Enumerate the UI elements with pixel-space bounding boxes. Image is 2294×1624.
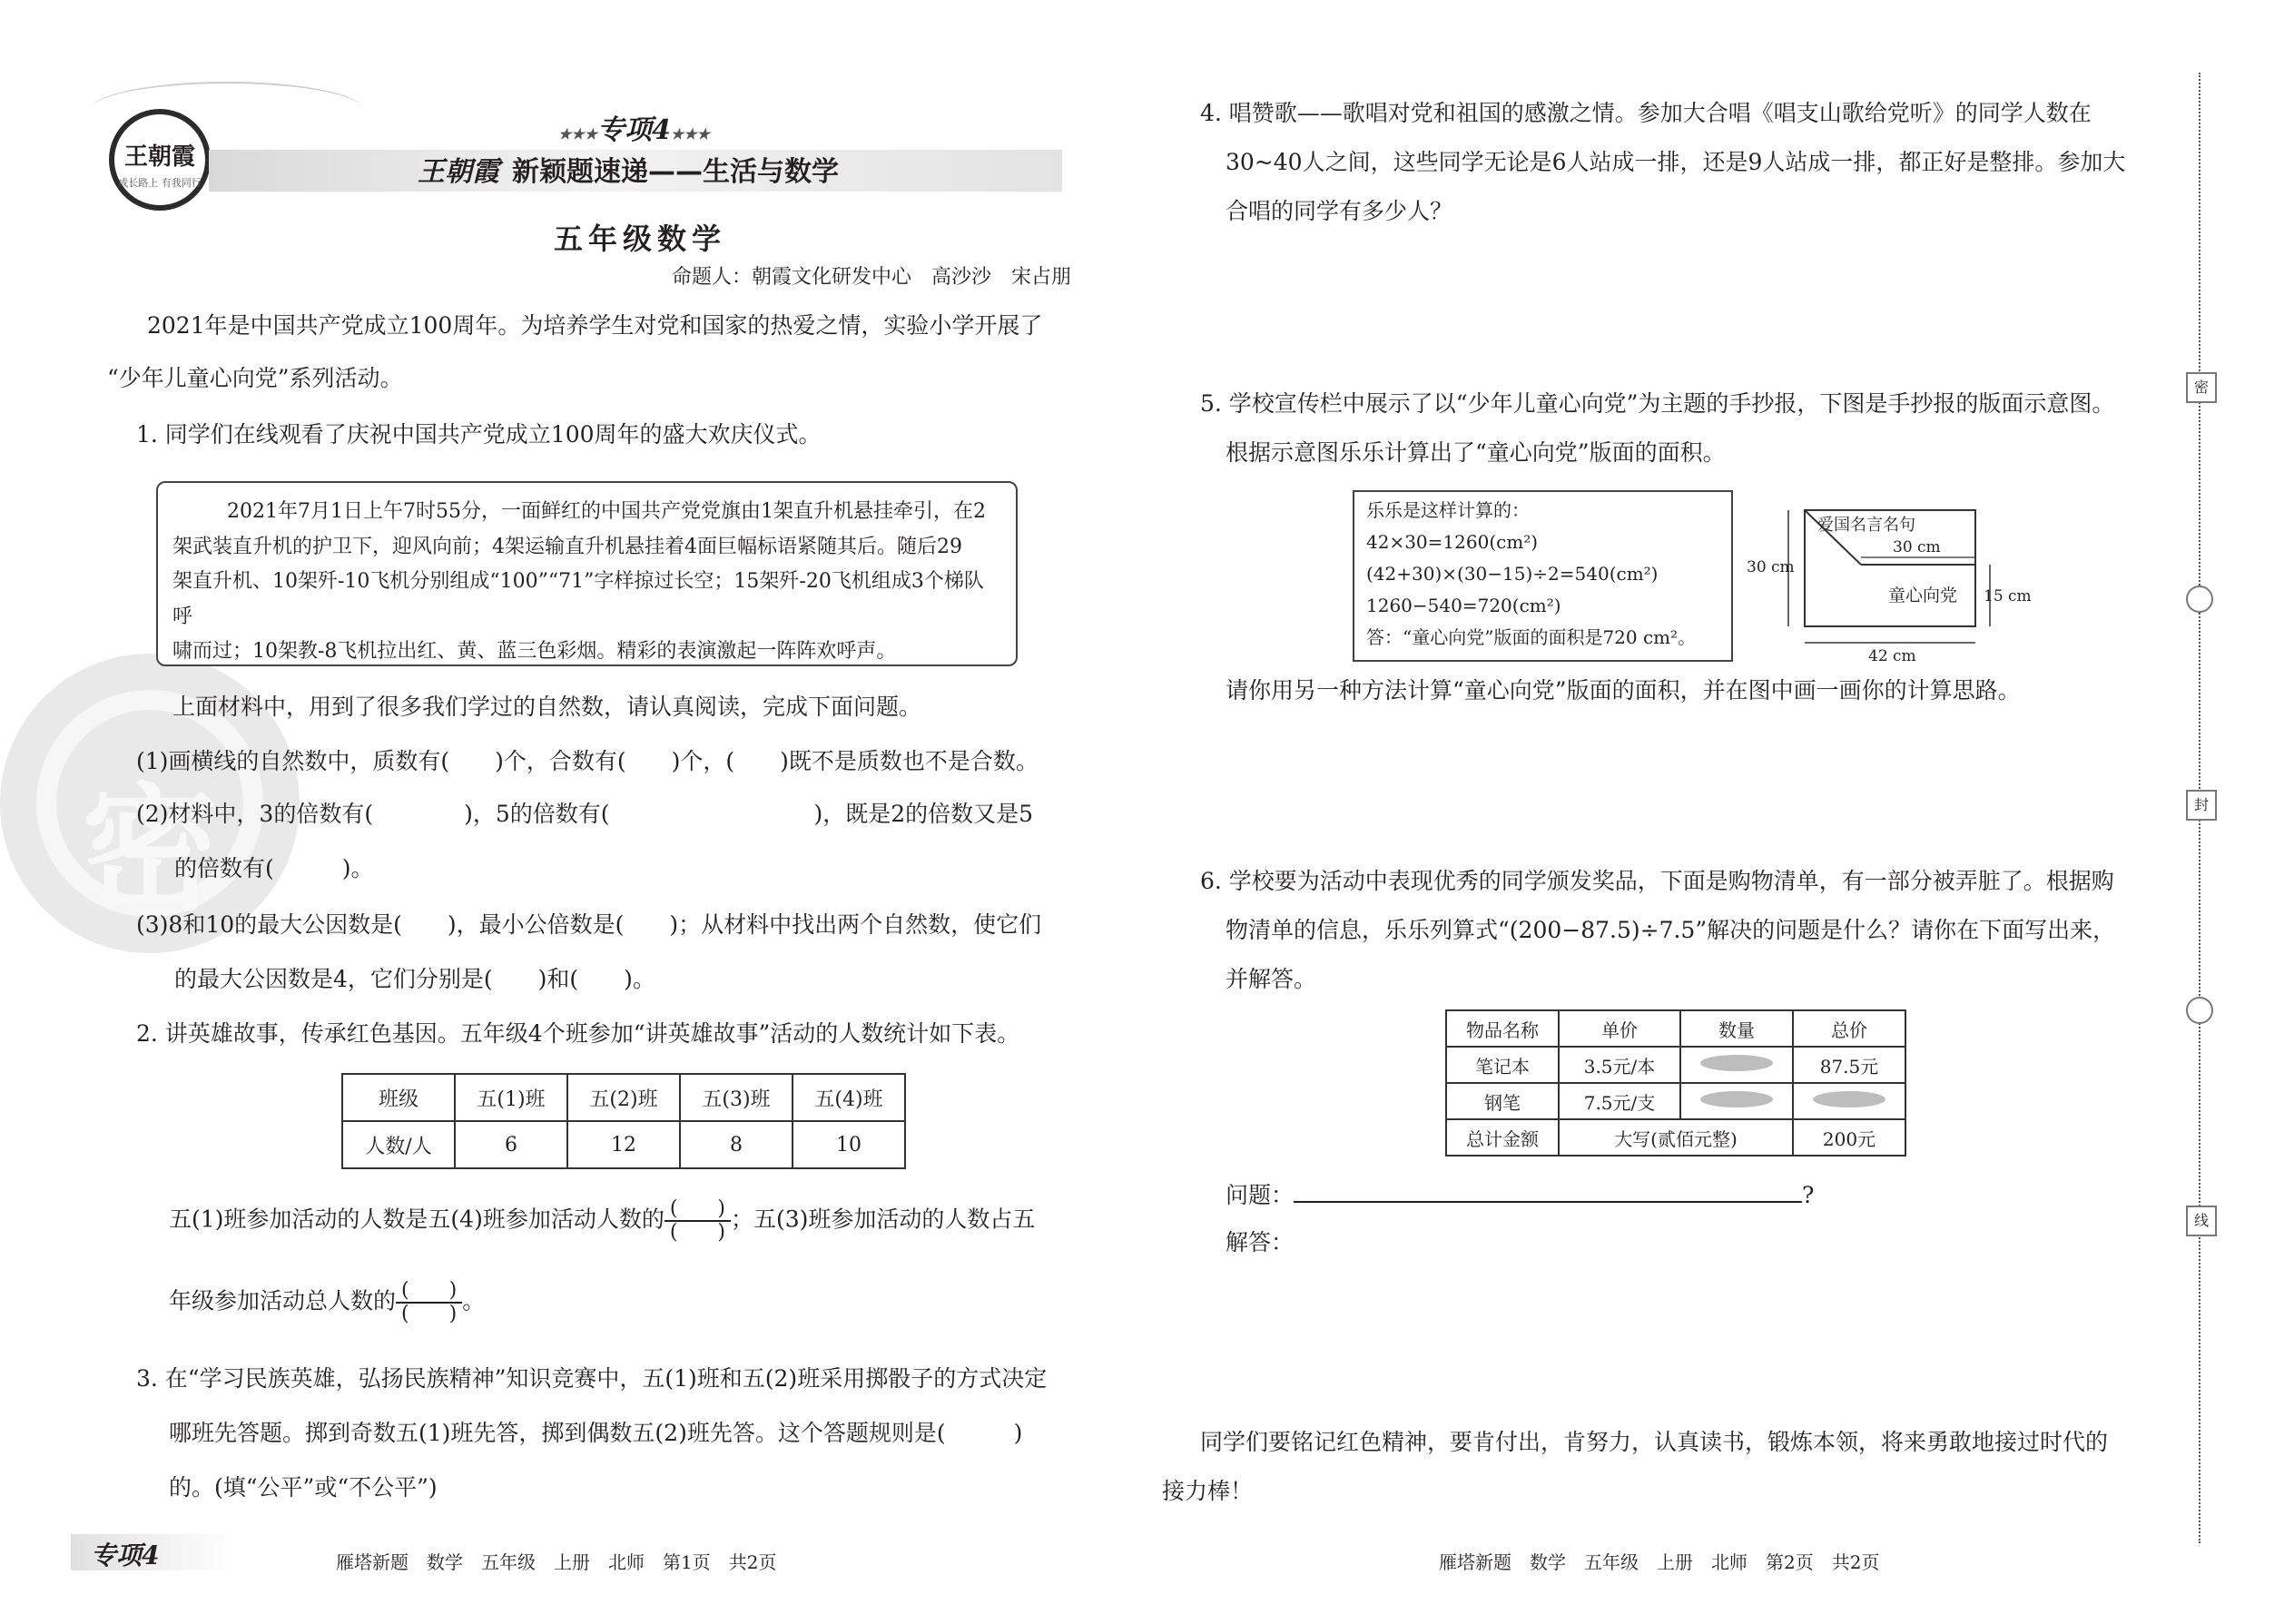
material-line: 架直升机、10架歼-10飞机分别组成“100”“71”字样掠过长空；15架歼-20飞机组成3个梯队呼 [172, 570, 984, 628]
question-6-line-2: 物清单的信息，乐乐列算式“(200−87.5)÷7.5”解决的问题是什么？请你在下面写出来， [1226, 917, 2116, 943]
calculation-text [1366, 495, 1696, 654]
shopping-list-table [1445, 1009, 1906, 1156]
table-cell: 10 [793, 1121, 905, 1168]
table-header: 五(2)班 [567, 1074, 680, 1121]
table-header: 单价 [1559, 1010, 1680, 1047]
page-title: 五年级数学 [554, 221, 727, 256]
question-2-line-b: 年级参加活动总人数的 $\frac{( )}{( )}$ 。 [169, 1279, 486, 1326]
brand-logo-text: 王朝霞 [123, 143, 195, 171]
answer-fraction[interactable]: $\frac{( )}{( )}$ [396, 1280, 462, 1325]
question-3-line-2: 哪班先答题。掷到奇数五(1)班先答，掷到偶数五(2)班先答。这个答题规则是( ) [169, 1420, 1023, 1446]
seal-watermark: 密 [0, 654, 300, 953]
answer-label: 解答： [1226, 1229, 1295, 1255]
table-cell: 87.5元 [1793, 1047, 1905, 1083]
table-header: 五(4)班 [793, 1074, 905, 1121]
question-1-part-2a: (2)材料中，3的倍数有( )，5的倍数有( )，既是2的倍数又是5 [136, 801, 1034, 827]
intro-line-2: “少年儿童心向党”系列活动。 [107, 365, 403, 391]
banner-title: 王朝霞 新颖题速递——生活与数学 [418, 156, 839, 188]
table-cell: 大写(贰佰元整) [1559, 1119, 1793, 1156]
diagram-right-height: 15 cm [1984, 587, 2032, 605]
material-line: 架武装直升机的护卫下，迎风向前；4架运输直升机悬挂着4面巨幅标语紧随其后。随后29 [172, 535, 962, 558]
binding-hole [2186, 586, 2213, 613]
intro-line-1: 2021年是中国共产党成立100周年。为培养学生对党和国家的热爱之情，实验小学开展了 [147, 312, 1043, 339]
question-1-part-2b: 的倍数有( )。 [174, 855, 374, 881]
brand-logo [109, 109, 211, 211]
table-cell: 总计金额 [1446, 1119, 1559, 1156]
question-5-line-3: 请你用另一种方法计算“童心向党”版面的面积，并在图中画一画你的计算思路。 [1226, 677, 2021, 704]
calc-line: 42×30=1260(cm²) [1366, 531, 1539, 553]
table-cell: 3.5元/本 [1559, 1047, 1680, 1083]
table-cell: 钢笔 [1446, 1083, 1559, 1119]
question-1-part-3a: (3)8和10的最大公因数是( )，最小公倍数是( )；从材料中找出两个自然数，使它们 [136, 911, 1042, 938]
table-cell: 笔记本 [1446, 1047, 1559, 1083]
question-4-line-1: 4. 唱赞歌——歌唱对党和祖国的感激之情。参加大合唱《唱支山歌给党听》的同学人数在 [1200, 100, 2092, 126]
calc-line: 乐乐是这样计算的： [1366, 499, 1530, 521]
question-2-line-a: 五(1)班参加活动的人数是五(4)班参加活动人数的 $\frac{( )}{( )}$ ；五(3)班参加活动的人数占五 [169, 1197, 1036, 1245]
question-4-line-2: 30~40人之间，这些同学无论是6人站成一排，还是9人站成一排，都正好是整排。参加大 [1226, 149, 2126, 175]
seal-mark: 线 [2186, 1206, 2217, 1236]
material-text [172, 495, 989, 670]
question-1-part-1: (1)画横线的自然数中，质数有( )个，合数有( )个，( )既不是质数也不是合数。 [136, 748, 1039, 774]
diagram-inner-width: 30 cm [1893, 538, 1941, 556]
table-header: 物品名称 [1446, 1010, 1559, 1047]
question-1: 1. 同学们在线观看了庆祝中国共产党成立100周年的盛大欢庆仪式。 [136, 421, 822, 448]
smudged-cell [1680, 1047, 1793, 1083]
question-2: 2. 讲英雄故事，传承红色基因。五年级4个班参加“讲英雄故事”活动的人数统计如下表。 [136, 1020, 1020, 1047]
calc-line: (42+30)×(30−15)÷2=540(cm²) [1366, 563, 1659, 585]
diagram-top-label: 爱国名言名句 [1817, 516, 1915, 535]
smudged-cell [1680, 1083, 1793, 1119]
smudged-cell [1793, 1083, 1905, 1119]
question-5-line-2: 根据示意图乐乐计算出了“童心向党”版面的面积。 [1226, 439, 1726, 466]
diagram-bottom-width: 42 cm [1868, 647, 1916, 665]
question-6-line-3: 并解答。 [1226, 966, 1317, 992]
question-6-line-1: 6. 学校要为活动中表现优秀的同学颁发奖品，下面是购物清单，有一部分被弄脏了。根据购 [1200, 868, 2114, 894]
question-3-line-1: 3. 在“学习民族英雄，弘扬民族精神”知识竞赛中，五(1)班和五(2)班采用掷骰子的方式决定 [136, 1365, 1048, 1392]
table-cell: 7.5元/支 [1559, 1083, 1680, 1119]
table-header: 五(1)班 [455, 1074, 567, 1121]
question-answer-line: 问题： ? [1226, 1182, 1815, 1208]
question-4-line-3: 合唱的同学有多少人？ [1226, 198, 1453, 224]
footer-left: 雁塔新题 数学 五年级 上册 北师 第1页 共2页 [336, 1551, 777, 1573]
material-line: 2021年7月1日上午7时55分，一面鲜红的中国共产党党旗由1架直升机悬挂牵引，在2 [227, 500, 986, 523]
question-5-line-1: 5. 学校宣传栏中展示了以“少年儿童心向党”为主题的手抄报，下图是手抄报的版面示意图。 [1200, 390, 2115, 417]
closing-line-2: 接力棒！ [1162, 1478, 1254, 1504]
layout-diagram [1747, 499, 2032, 665]
seal-mark: 密 [2186, 372, 2217, 403]
calc-line: 答：“童心向党”版面的面积是720 cm²。 [1366, 626, 1697, 648]
table-cell: 200元 [1793, 1119, 1905, 1156]
table-cell: 6 [455, 1121, 567, 1168]
question-3-line-3: 的。(填“公平”或“不公平”) [169, 1474, 438, 1501]
author-line: 命题人：朝霞文化研发中心 高沙沙 宋占朋 [672, 266, 1072, 289]
seal-mark: 封 [2186, 790, 2217, 821]
table-header: 总价 [1793, 1010, 1905, 1047]
table-cell: 12 [567, 1121, 680, 1168]
table-cell: 人数/人 [342, 1121, 455, 1168]
question-1-part-3b: 的最大公因数是4，它们分别是( )和( )。 [174, 966, 655, 992]
answer-fraction[interactable]: $\frac{( )}{( )}$ [665, 1198, 731, 1244]
table-header: 班级 [342, 1074, 455, 1121]
calc-line: 1260−540=720(cm²) [1366, 595, 1561, 616]
diagram-region-label: 童心向党 [1888, 586, 1958, 605]
series-label: ★★★专项4★★★ [558, 114, 710, 146]
binding-hole [2186, 997, 2213, 1024]
question-1-instruction: 上面材料中，用到了很多我们学过的自然数，请认真阅读，完成下面问题。 [172, 694, 922, 720]
footer-right: 雁塔新题 数学 五年级 上册 北师 第2页 共2页 [1439, 1551, 1880, 1573]
diagram-left-height: 30 cm [1747, 558, 1795, 576]
closing-line-1: 同学们要铭记红色精神，要肯付出，肯努力，认真读书，锻炼本领，将来勇敢地接过时代的 [1200, 1429, 2109, 1455]
table-header: 数量 [1680, 1010, 1793, 1047]
class-count-table [341, 1073, 906, 1169]
question-input[interactable] [1294, 1181, 1802, 1203]
table-cell: 8 [680, 1121, 793, 1168]
footer-series: 专项4 [91, 1540, 160, 1570]
brand-logo-sub: 成长路上 有我同行 [118, 177, 202, 189]
table-header: 五(3)班 [680, 1074, 793, 1121]
material-line: 啸而过；10架教-8飞机拉出红、黄、蓝三色彩烟。精彩的表演激起一阵阵欢呼声。 [172, 640, 897, 663]
